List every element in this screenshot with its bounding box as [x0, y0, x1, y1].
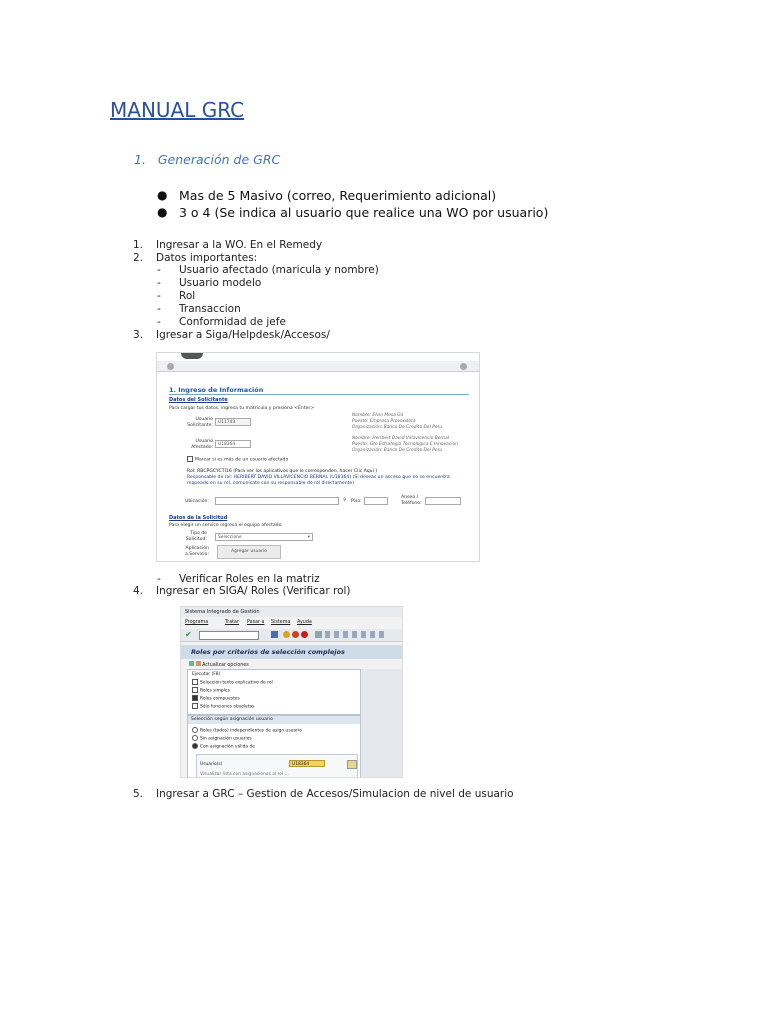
- tipo-label-2: Solicitud:: [185, 537, 207, 542]
- back-icon: [167, 363, 174, 370]
- usuario-field: U18364: [289, 760, 325, 767]
- save-icon: [271, 631, 278, 638]
- ubicacion-field: [215, 497, 339, 505]
- menu-item: Programa: [185, 620, 209, 625]
- forward-icon: [460, 363, 467, 370]
- form-header: 1. Ingreso de Información: [169, 386, 264, 394]
- nav-icons: [325, 631, 385, 638]
- check-icon: ✔: [185, 630, 192, 639]
- section-heading: [134, 152, 280, 167]
- bullet-text: 3 o 4 (Se indica al usuario que realice una WO por usuario): [179, 205, 549, 220]
- step-number: 3.: [133, 329, 144, 341]
- menu-item: Tratar: [225, 620, 239, 625]
- usuario-solicitante-field: U11743: [215, 418, 251, 426]
- piso-field: [364, 497, 388, 505]
- dash-marker: -: [157, 573, 161, 585]
- screen-title: Roles por criterios de selección complejos: [181, 645, 402, 659]
- radio-row: Roles (todos) independientes de asign.usuario: [192, 727, 302, 734]
- siga-accesos-screenshot: [156, 352, 480, 562]
- dash-marker: -: [157, 303, 161, 315]
- solicitud-instruction: Para elegir un service ingresa el equipo afectado.: [169, 523, 283, 528]
- aplicacion-label-2: a Servicio:: [184, 552, 209, 557]
- radio-row: Sin asignación usuarios: [192, 735, 252, 742]
- sub-item-text: Usuario modelo: [179, 277, 262, 289]
- anexo-label: Anexo /: [401, 495, 419, 500]
- sub-item: [0, 290, 768, 303]
- solicitante-nombre: Nombre: Elvin Mesa Gil: [352, 413, 404, 418]
- step-text: Datos importantes:: [156, 252, 258, 264]
- step-text: Igresar a Siga/Helpdesk/Accesos/: [156, 329, 330, 341]
- sub-item: [0, 303, 768, 316]
- sub-item: [0, 277, 768, 290]
- usuario-solicitante-label: Usuario: [195, 417, 213, 422]
- dash-marker: -: [157, 277, 161, 289]
- usuario-group: [196, 754, 358, 778]
- step-text: Ingresar a la WO. En el Remedy: [156, 239, 323, 251]
- ubicacion-label: Ubicación:: [185, 499, 209, 504]
- usuario-afectado-label: Usuario: [195, 439, 213, 444]
- siga-roles-screenshot: [180, 606, 403, 778]
- tipo-label: Tipo de: [190, 531, 207, 536]
- sub-item: [0, 316, 768, 329]
- bullet-icon: ●: [157, 188, 168, 202]
- panel-header: Selección según asignación usuario: [188, 716, 360, 724]
- solicitud-link: Datos de la Solicitud: [169, 515, 228, 521]
- nav-bar: [157, 361, 479, 372]
- sub-item-text: Usuario afectado (maricula y nombre): [179, 264, 379, 276]
- option-row: Roles simples: [192, 687, 230, 694]
- step-number: 2.: [133, 252, 144, 264]
- step-5: [0, 788, 768, 802]
- sub-item-text: Transaccion: [179, 303, 241, 315]
- solicitante-link: Datos del Solicitante: [169, 397, 228, 403]
- anexo-field: [425, 497, 461, 505]
- multiple-selection-icon: [347, 760, 357, 769]
- bullet-item: [0, 188, 768, 206]
- tipo-select-value: Seleccione: [218, 535, 242, 540]
- agregar-usuario-button: Agregar usuario: [217, 545, 281, 559]
- afectado-puesto: Puesto: Gte Estrategia Tecnologica E Innovacion: [352, 442, 458, 447]
- multiple-users-checkbox: [187, 456, 288, 463]
- piso-label: Piso:: [351, 499, 362, 504]
- sub-item-text: Verificar Roles en la matriz: [179, 573, 320, 585]
- usuario-solicitante-label-2: Solicitante:: [187, 423, 213, 428]
- menu-item: Ayuda: [297, 620, 312, 625]
- menu-bar: [181, 618, 402, 628]
- toolbar: [181, 629, 402, 642]
- usuario-afectado-field: U18364: [215, 440, 251, 448]
- usuario-label: Usuario(s): [200, 762, 223, 767]
- anexo-label-2: Teléfono:: [401, 501, 422, 506]
- usuario-afectado-label-2: Afectado:: [191, 445, 213, 450]
- menu-item: Pasar a: [247, 620, 265, 625]
- sub-item: [0, 264, 768, 277]
- options-panel: [187, 669, 361, 715]
- afectado-nombre: Nombre: Heribert David Villavicencio Bernal: [352, 436, 449, 441]
- step-text: Ingresar a GRC – Gestion de Accesos/Simulacion de nivel de usuario: [156, 788, 514, 800]
- dash-marker: -: [157, 290, 161, 302]
- step-text: Ingresar en SIGA/ Roles (Verificar rol): [156, 585, 351, 597]
- actualizar-label: Actualizar opciones: [202, 663, 249, 668]
- bullet-item: [0, 205, 768, 223]
- print-icon: [315, 631, 322, 638]
- command-field: [199, 631, 259, 640]
- back-icon: [283, 631, 290, 638]
- bullet-text: Mas de 5 Masivo (correo, Requerimiento adicional): [179, 188, 497, 203]
- option-row: Selección texto explicativo de rol: [192, 679, 273, 686]
- scroll-area: [361, 669, 402, 777]
- step-4: [0, 585, 768, 599]
- option-row: Roles compuestos: [192, 695, 240, 702]
- divider: [169, 394, 469, 395]
- search-icon: ⚲: [343, 498, 347, 503]
- responsable-line-2: mapeado en su rol, comunícate con su responsable de rol directamente): [187, 481, 355, 486]
- step-3: [0, 329, 768, 343]
- step-number: 4.: [133, 585, 144, 597]
- section-title: Generación de GRC: [157, 152, 281, 167]
- section-number: 1.: [134, 152, 146, 167]
- cut-row: Visualizar lista con asignaciones al rol ...: [200, 772, 289, 777]
- exit-icon: [292, 631, 299, 638]
- sub-item-text: Conformidad de jefe: [179, 316, 286, 328]
- aplicacion-label: Aplicación: [185, 546, 209, 551]
- step-number: 5.: [133, 788, 144, 800]
- dash-marker: -: [157, 264, 161, 276]
- step-1: [0, 239, 768, 253]
- window-title: Sistema Integrado de Gestión: [181, 607, 402, 617]
- radio-row: Con asignación válida de: [192, 743, 255, 750]
- logo-icon: [181, 353, 203, 359]
- sub-item-text: Rol: [179, 290, 196, 302]
- solicitante-org: Organización: Banco De Credito Del Peru: [352, 425, 443, 430]
- assignment-panel: [187, 715, 361, 778]
- step-number: 1.: [133, 239, 144, 251]
- afectado-org: Organización: Banco De Credito Del Peru: [352, 448, 443, 453]
- instruction-text: Para cargar tus datos, ingresa tu matrícula y presiona <Enter>: [169, 406, 315, 411]
- rol-line: Rol: RBCPGCYCTI16 (Para ver los aplicativos que le corresponden, hacer Clic Aquí ): [187, 469, 378, 474]
- option-row: Ejecutar (F8): [192, 672, 221, 677]
- chevron-down-icon: ▾: [307, 535, 310, 540]
- bullet-icon: ●: [157, 205, 168, 219]
- option-row: Sólo funciones obsoletas: [192, 703, 254, 710]
- document-title: MANUAL GRC: [110, 98, 245, 122]
- actualizar-opciones-button: [189, 661, 249, 668]
- dash-marker: -: [157, 316, 161, 328]
- menu-item: Sistema: [271, 620, 291, 625]
- responsable-line: Responsable de rol: HERIBERT DAVID VILLAVICENCIO BERNAL (U18364) (Si deseas un acceso que no se encuentra: [187, 475, 450, 480]
- solicitante-puesto: Puesto: Empresa Proveedora: [352, 419, 416, 424]
- tipo-select: [215, 533, 313, 541]
- checkbox-label: Marcar si es más de un usuario afectado: [195, 457, 289, 463]
- cancel-icon: [301, 631, 308, 638]
